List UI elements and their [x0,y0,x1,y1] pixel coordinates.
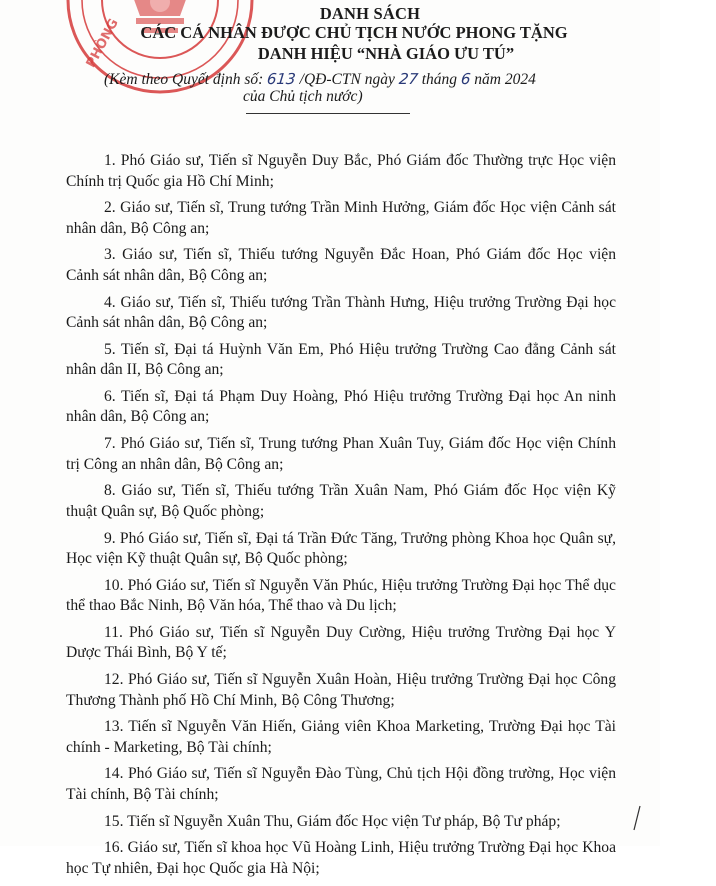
list-item [66,151,616,192]
list-item-number: 6. [104,387,116,405]
list-item [66,340,616,381]
list-item-text: Phó Giáo sư, Tiến sĩ, Đại tá Trần Đức Tăng, Trưởng phòng Khoa học Quân sự, Học viện Kỹ thuật Quân sự, Bộ Quốc phòng; [66,529,616,567]
list-item-number: 14. [104,765,124,783]
list-item-text: Tiến sĩ Nguyễn Xuân Thu, Giám đốc Học viện Tư pháp, Bộ Tư pháp; [127,812,561,830]
list-item-text: Tiến sĩ Nguyễn Văn Hiến, Giảng viên Khoa Marketing, Trường Đại học Tài chính - Marketing, Bộ Tài chính; [66,718,616,756]
list-item-text: Phó Giáo sư, Tiến sĩ Nguyễn Xuân Hoàn, Hiệu trưởng Trường Đại học Công Thương Thành phố Hồ Chí Minh, Bộ Công Thương; [66,671,616,709]
list-item-text: Giáo sư, Tiến sĩ khoa học Vũ Hoàng Linh, Hiệu trưởng Trường Đại học Khoa học Tự nhiên, Đại học Quốc gia Hà Nội; [66,839,616,877]
decision-reference [104,70,536,89]
list-item-text: Giáo sư, Tiến sĩ, Thiếu tướng Trần Xuân Nam, Phó Giám đốc Học viện Kỹ thuật Quân sự, Bộ Quốc phòng; [66,482,616,520]
list-item-text: Phó Giáo sư, Tiến sĩ Nguyễn Duy Bắc, Phó Giám đốc Thường trực Học viện Chính trị Quốc gia Hồ Chí Minh; [66,152,616,190]
list-item-text: Giáo sư, Tiến sĩ, Thiếu tướng Trần Thành Hưng, Hiệu trưởng Trường Đại học Cảnh sát nhân dân, Bộ Công an; [66,293,617,332]
list-item-text: Tiến sĩ, Đại tá Huỳnh Văn Em, Phó Hiệu trưởng Trường Cao đẳng Cảnh sát nhân dân II, Bộ Công an; [66,340,616,379]
decision-month-label: tháng [421,71,457,88]
decision-issuer: của Chủ tịch nước) [243,88,363,105]
margin-mark-icon [632,804,642,832]
list-item [66,838,616,879]
decision-code: /QĐ-CTN ngày [299,71,395,88]
list-item [66,245,616,286]
list-item [66,764,616,805]
list-item-text: Phó Giáo sư, Tiến sĩ, Trung tướng Phan Xuân Tuy, Giám đốc Học viện Chính trị Công an nhân dân, Bộ Công an; [66,435,616,473]
list-item [66,623,616,664]
list-item-text: Phó Giáo sư, Tiến sĩ Nguyễn Đào Tùng, Chủ tịch Hội đồng trường, Học viện Tài chính, Bộ Tài chính; [66,765,616,803]
list-item [66,387,616,428]
list-item-number: 4. [104,293,116,311]
list-item-number: 13. [104,718,124,736]
list-item [66,434,616,475]
list-item-number: 10. [104,576,124,594]
list-item-number: 1. [104,152,116,169]
list-item-text: Giáo sư, Tiến sĩ, Trung tướng Trần Minh Hưởng, Giám đốc Học viện Cảnh sát nhân dân, Bộ Công an; [66,199,616,237]
list-item [66,529,616,570]
decision-number: 613 [266,70,297,88]
list-item-text: Phó Giáo sư, Tiến sĩ Nguyễn Duy Cường, Hiệu trưởng Trường Đại học Y Dược Thái Bình, Bộ Y tế; [66,623,616,662]
list-item [66,198,616,239]
list-item [66,670,616,711]
list-item-number: 11. [104,623,123,641]
document-subtitle-line2: DANH HIỆU “NHÀ GIÁO ƯU TÚ” [257,44,515,63]
list-item-number: 5. [104,340,116,358]
header-divider [246,113,410,114]
award-recipient-list [66,151,616,886]
list-item [66,481,616,522]
list-item-text: Tiến sĩ, Đại tá Phạm Duy Hoàng, Phó Hiệu trưởng Trường Đại học An ninh nhân dân, Bộ Công an; [66,387,616,426]
decision-prefix: (Kèm theo Quyết định số: [104,71,264,88]
list-item-number: 9. [104,529,116,547]
list-item-text: Phó Giáo sư, Tiến sĩ Nguyễn Văn Phúc, Hiệu trưởng Trường Đại học Thể dục thể thao Bắc Ninh, Bộ Văn hóa, Thể thao và Du lịch; [66,576,616,615]
decision-year: năm 2024 [474,71,536,88]
list-item [66,576,616,617]
list-item-number: 7. [104,435,116,453]
document-subtitle-line1: CÁC CÁ NHÂN ĐƯỢC CHỦ TỊCH NƯỚC PHONG TẶNG [140,23,568,42]
list-item [66,812,616,833]
list-item-number: 15. [104,812,124,830]
list-item-number: 2. [104,199,116,217]
list-item-number: 12. [104,671,124,689]
decision-month: 6 [459,70,472,88]
list-item-text: Giáo sư, Tiến sĩ, Thiếu tướng Nguyễn Đắc Hoan, Phó Giám đốc Học viện Cảnh sát nhân dân, Bộ Công an; [66,246,616,284]
list-item-number: 8. [104,482,116,500]
seal-text: PHÒNG [83,16,122,71]
decision-day: 27 [397,70,419,88]
list-item-number: 3. [104,246,116,264]
list-item-number: 16. [104,839,124,857]
list-item [66,293,616,334]
document-title: DANH SÁCH [319,4,421,23]
list-item [66,717,616,758]
